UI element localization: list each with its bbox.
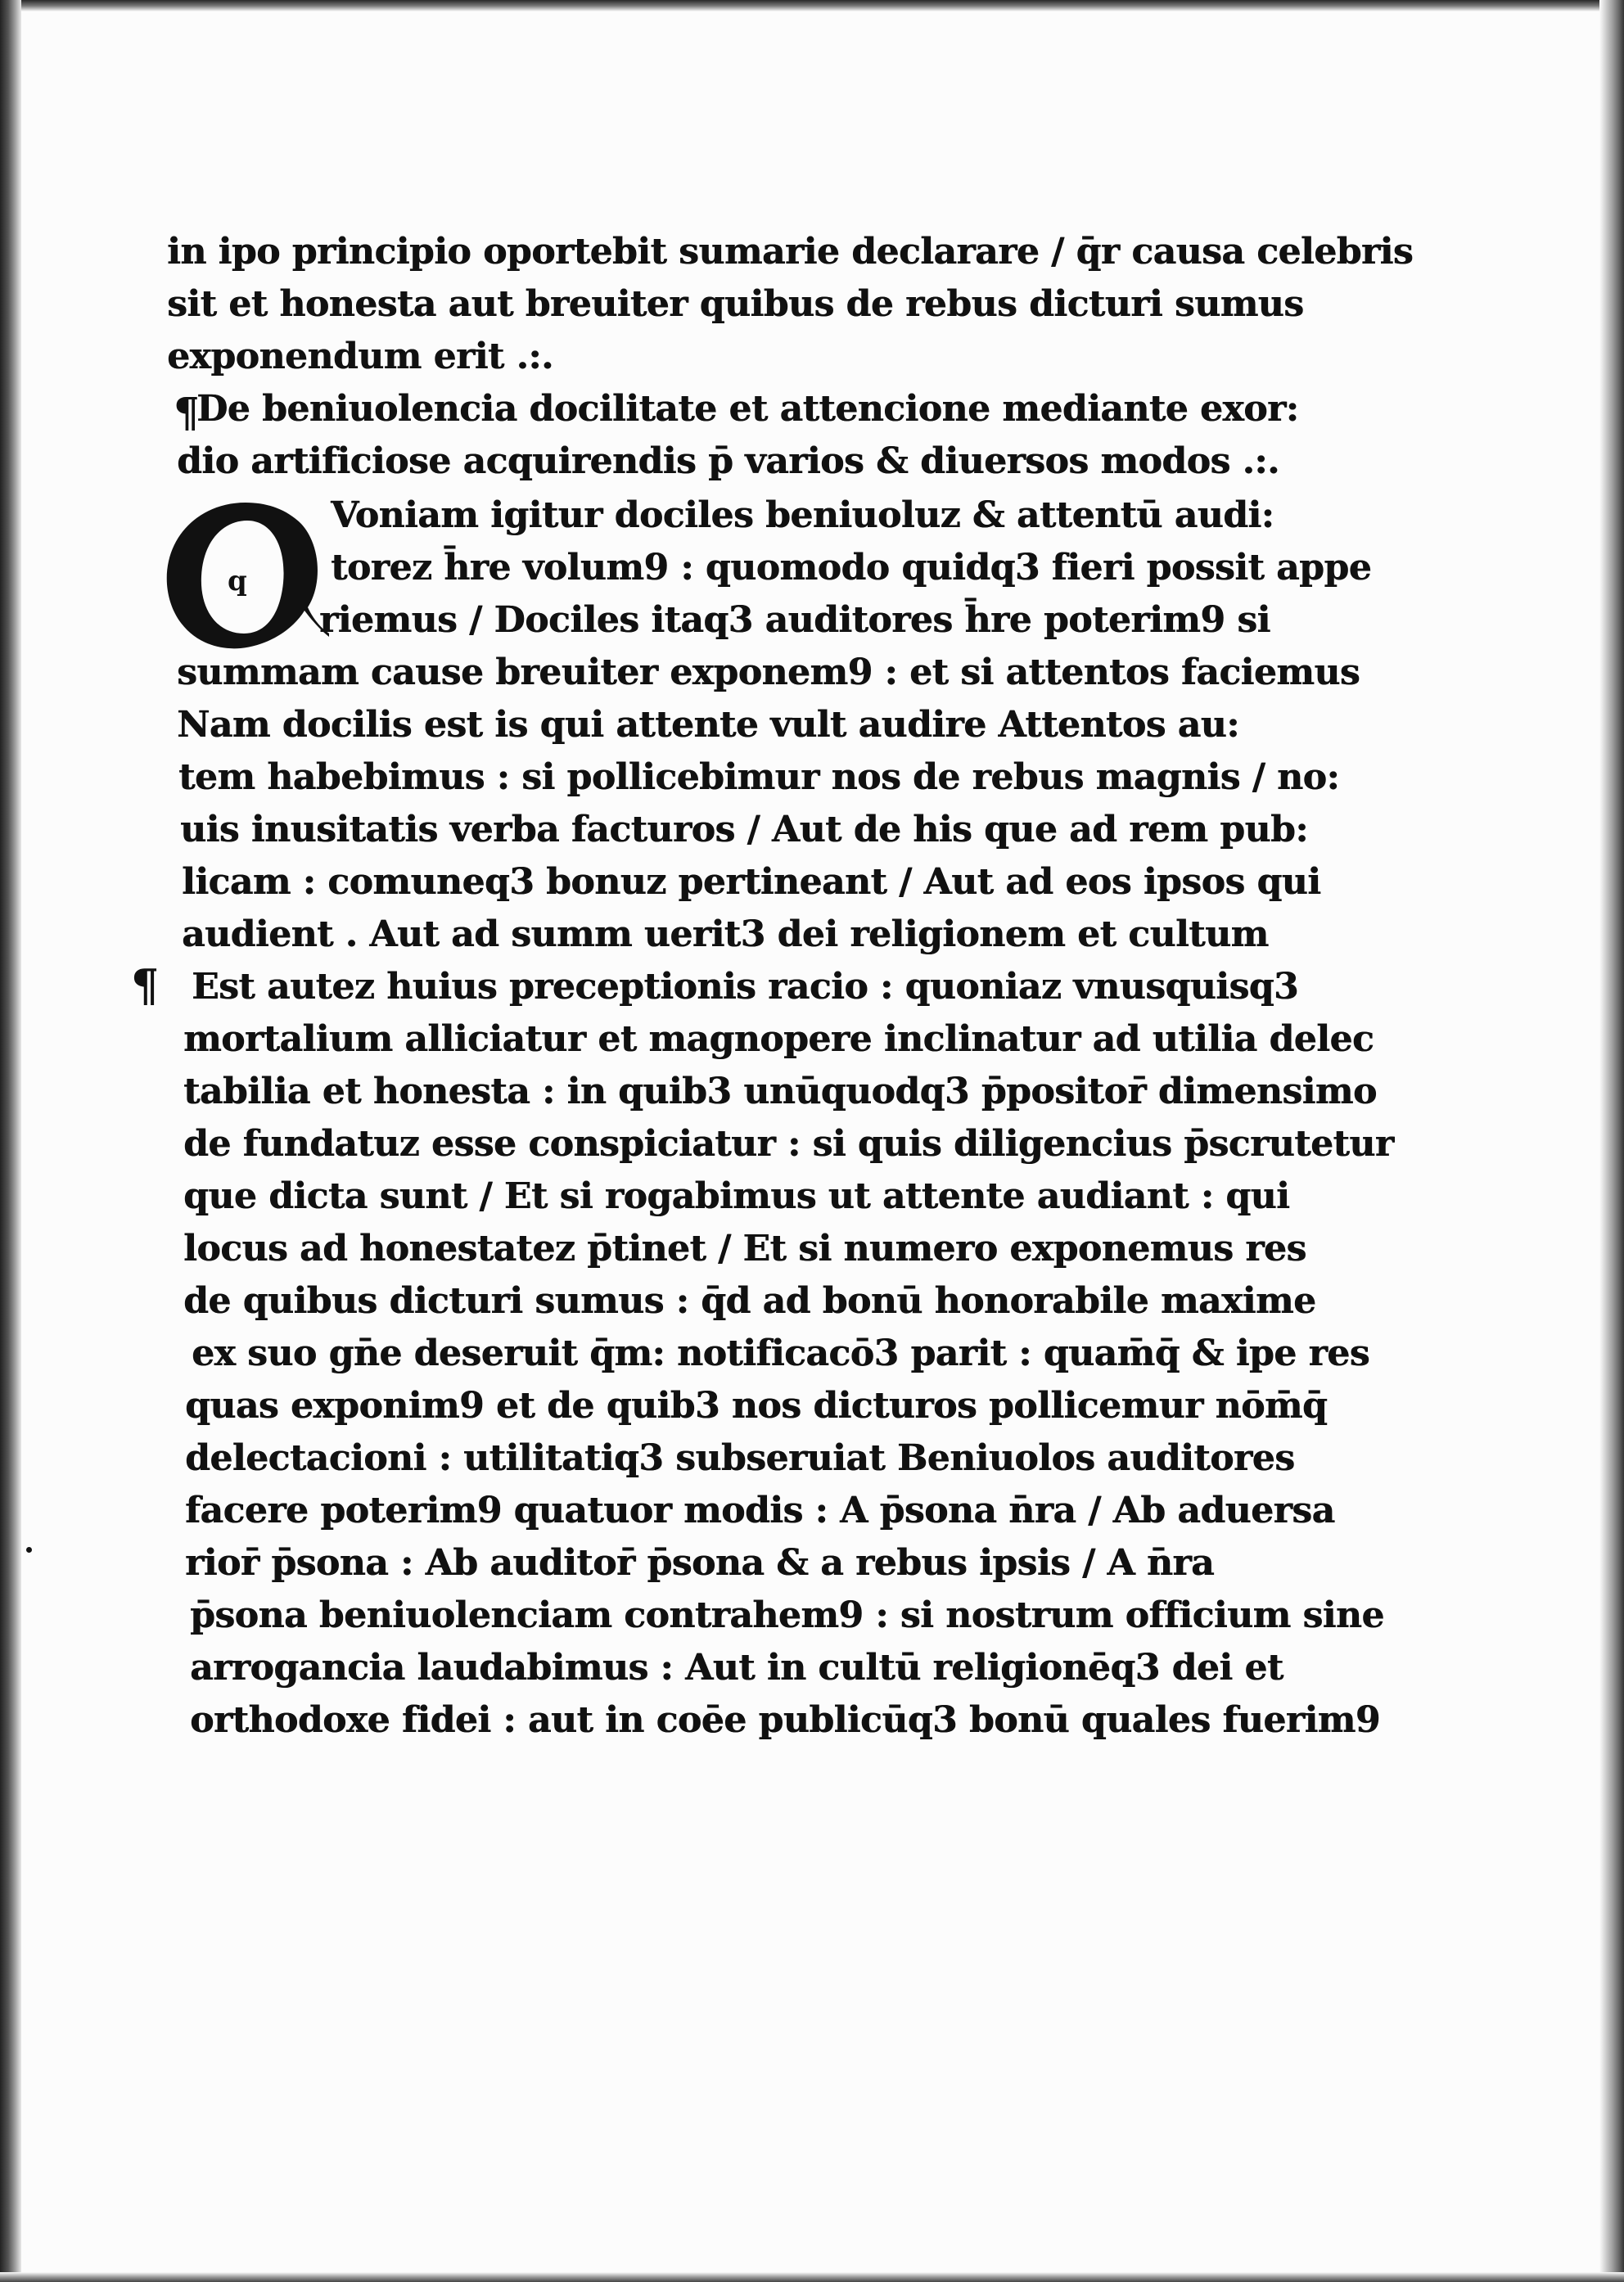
text-line-28: arrogancia laudabimus : Aut in cultū religionēq3 dei et xyxy=(190,1647,1283,1689)
paragraph-mark-1: ¶ xyxy=(174,388,200,436)
text-line-12: uis inusitatis verba facturos / Aut de his que ad rem pub: xyxy=(180,809,1308,850)
text-line-17: tabilia et honesta : in quib3 unūquodq3 p̄positor̄ dimensimo xyxy=(183,1071,1377,1112)
ink-speck xyxy=(26,1547,32,1553)
text-line-20: locus ad honestatez p̄tinet / Et si numero exponemus res xyxy=(183,1228,1306,1270)
page-edge-top xyxy=(0,0,1624,11)
text-line-24: delectacioni : utilitatiq3 subseruiat Beniuolos auditores xyxy=(185,1437,1295,1479)
page-edge-bottom xyxy=(0,2272,1624,2282)
text-line-7: torez h̄re volum9 : quomodo quidq3 fieri possit appe xyxy=(331,547,1372,589)
text-line-9: summam cause breuiter exponem9 : et si attentos faciemus xyxy=(177,652,1360,693)
text-line-6: Voniam igitur dociles beniuoluz & attentū audi: xyxy=(331,494,1274,536)
text-line-11: tem habebimus : si pollicebimur nos de rebus magnis / no: xyxy=(178,756,1340,798)
text-line-14: audient . Aut ad summ uerit3 dei religionem et cultum xyxy=(182,913,1269,955)
text-line-29: orthodoxe fidei : aut in coēe publicūq3 bonū quales fuerim9 xyxy=(190,1699,1380,1741)
initial-guide-letter: q xyxy=(228,565,247,598)
text-line-25: facere poterim9 quatuor modis : A p̄sona n̄ra / Ab aduersa xyxy=(185,1490,1335,1531)
page-edge-left xyxy=(0,0,21,2282)
text-line-26: rior̄ p̄sona : Ab auditor̄ p̄sona & a rebus ipsis / A n̄ra xyxy=(185,1542,1215,1584)
text-line-16: mortalium alliciatur et magnopere inclinatur ad utilia delec xyxy=(183,1018,1374,1060)
text-line-27: p̄sona beniuolenciam contrahem9 : si nostrum officium sine xyxy=(190,1594,1384,1636)
text-line-3: exponendum erit .:. xyxy=(167,336,553,377)
text-line-18: de fundatuz esse conspiciatur : si quis diligencius p̄scrutetur xyxy=(183,1123,1394,1165)
text-line-22: ex suo gn̄e deseruit q̄m: notificacō3 parit : quam̄q̄ & ipe res xyxy=(192,1333,1369,1374)
text-line-19: que dicta sunt / Et si rogabimus ut attente audiant : qui xyxy=(183,1175,1290,1217)
text-line-10: Nam docilis est is qui attente vult audire Attentos au: xyxy=(177,704,1239,746)
text-line-8: riemus / Dociles itaq3 auditores h̄re poterim9 si xyxy=(319,599,1270,641)
text-line-21: de quibus dicturi sumus : q̄d ad bonū honorabile maxime xyxy=(183,1280,1316,1322)
text-line-15: Est autez huius preceptionis racio : quoniaz vnusquisq3 xyxy=(192,966,1299,1008)
text-line-1: in ipo principio oportebit sumarie declarare / q̄r causa celebris xyxy=(167,231,1414,273)
text-line-13: licam : comuneq3 bonuz pertineant / Aut ad eos ipsos qui xyxy=(182,861,1321,903)
page-edge-right xyxy=(1599,0,1624,2282)
text-line-4: De beniuolencia docilitate et attencione mediante exor: xyxy=(196,388,1299,430)
text-line-2: sit et honesta aut breuiter quibus de rebus dicturi sumus xyxy=(167,283,1304,325)
text-line-5: dio artificiose acquirendis p̄ varios & diuersos modos .:. xyxy=(177,440,1279,482)
text-line-23: quas exponim9 et de quib3 nos dicturos pollicemur nōm̄q̄ xyxy=(185,1385,1328,1427)
paragraph-mark-2: ¶ xyxy=(131,959,160,1012)
